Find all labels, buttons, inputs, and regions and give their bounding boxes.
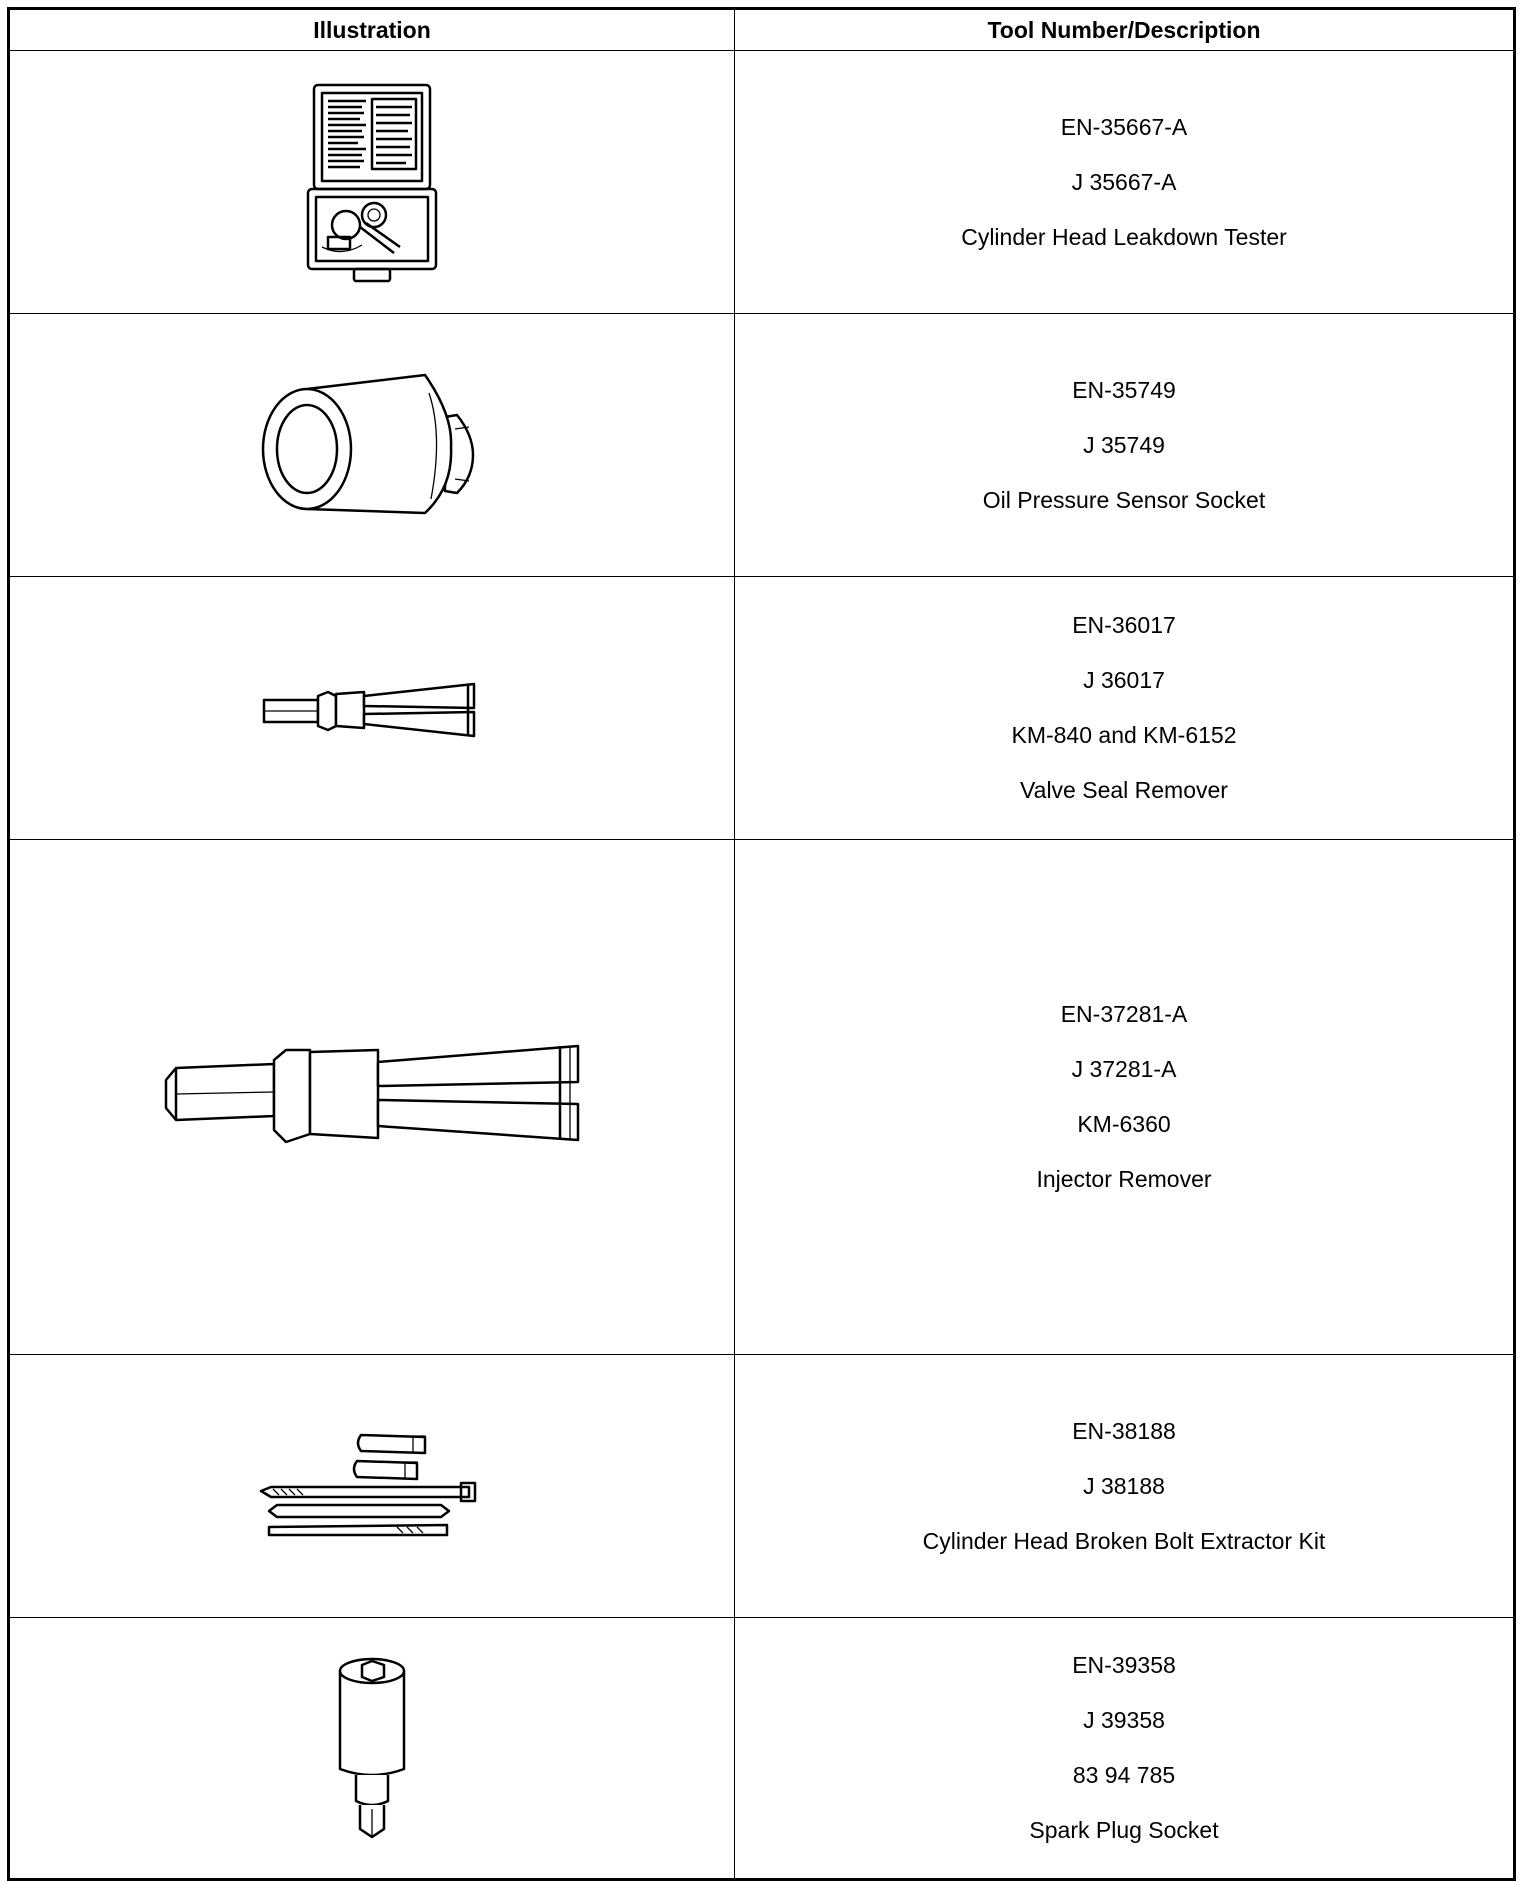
illustration-cell — [9, 1618, 735, 1880]
tool-description-cell — [735, 840, 1515, 1355]
table-row — [9, 577, 1515, 840]
table-row — [9, 840, 1515, 1355]
leakdown-tester-case-icon — [302, 77, 442, 287]
tool-description: Oil Pressure Sensor Socket — [982, 486, 1266, 513]
tool-description-cell — [735, 314, 1515, 577]
illustration-cell — [9, 51, 735, 314]
header-illustration: Illustration — [9, 9, 735, 51]
tool-description: Cylinder Head Leakdown Tester — [961, 223, 1287, 250]
table-header-row — [9, 9, 1515, 51]
tool-number-en: EN-37281-A — [1060, 1001, 1188, 1027]
tool-number-j: J 36017 — [1083, 667, 1165, 693]
tool-description: Valve Seal Remover — [1020, 777, 1228, 803]
tool-number-j: J 35749 — [1083, 431, 1165, 458]
illustration-cell — [9, 314, 735, 577]
tool-description-cell — [735, 577, 1515, 840]
bolt-extractor-kit-icon — [257, 1431, 487, 1541]
injector-remover-icon — [162, 1042, 582, 1152]
tool-number-en: EN-39358 — [1072, 1652, 1176, 1678]
spark-plug-socket-icon — [332, 1653, 412, 1843]
tool-description: Spark Plug Socket — [1029, 1817, 1219, 1843]
tool-description-cell — [735, 1618, 1515, 1880]
table-row — [9, 1618, 1515, 1880]
tool-number-j: J 35667-A — [1071, 168, 1177, 195]
table-row — [9, 51, 1515, 314]
table-row — [9, 1355, 1515, 1618]
tool-number-j: J 39358 — [1083, 1707, 1165, 1733]
tool-description: Cylinder Head Broken Bolt Extractor Kit — [922, 1527, 1326, 1554]
tool-number-en: EN-38188 — [1072, 1417, 1176, 1444]
tool-number-km: KM-840 and KM-6152 — [1011, 722, 1237, 748]
tool-number-km: KM-6360 — [1077, 1111, 1171, 1137]
header-tool-number-description: Tool Number/Description — [735, 9, 1515, 51]
table-row — [9, 314, 1515, 577]
illustration-cell — [9, 577, 735, 840]
tool-number-j: J 38188 — [1083, 1472, 1165, 1499]
tool-number-part: 83 94 785 — [1072, 1762, 1176, 1788]
tool-number-en: EN-36017 — [1072, 612, 1176, 638]
special-tools-table — [7, 7, 1516, 1881]
tool-number-en: EN-35667-A — [1060, 113, 1188, 140]
tool-number-en: EN-35749 — [1072, 376, 1176, 403]
valve-seal-remover-icon — [262, 678, 482, 738]
oil-pressure-socket-icon — [247, 365, 497, 525]
tool-description-cell — [735, 1355, 1515, 1618]
tool-number-j: J 37281-A — [1071, 1056, 1177, 1082]
illustration-cell — [9, 1355, 735, 1618]
tool-description-cell — [735, 51, 1515, 314]
tool-description: Injector Remover — [1036, 1166, 1212, 1192]
illustration-cell — [9, 840, 735, 1355]
